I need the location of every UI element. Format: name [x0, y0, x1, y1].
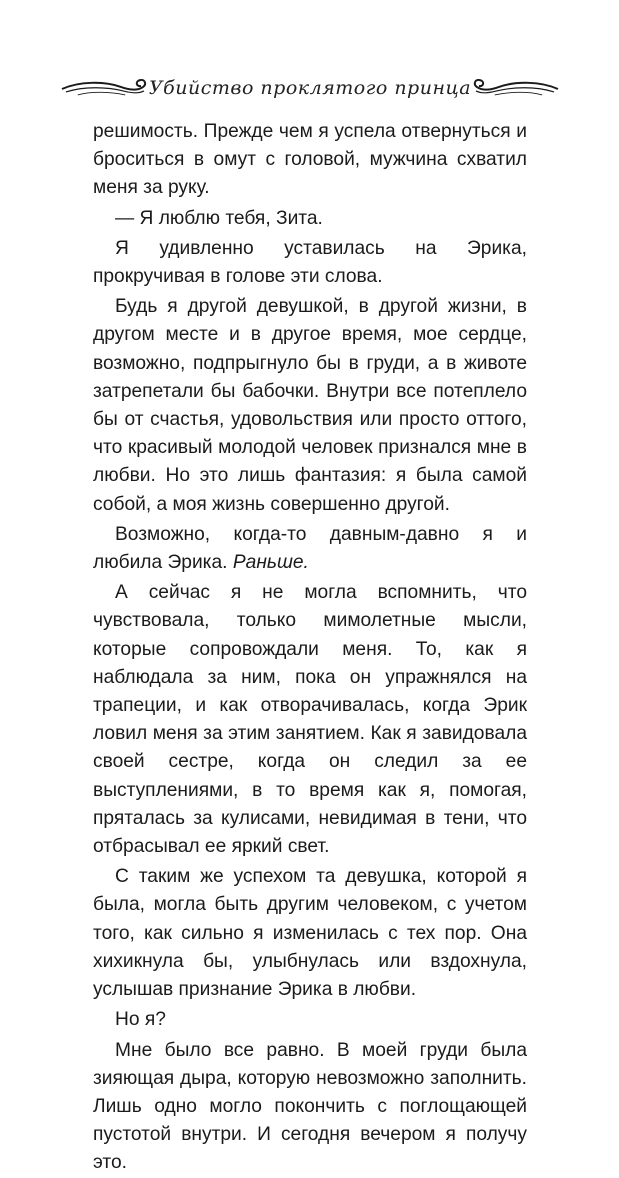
paragraph: А сейчас я не могла вспомнить, что чувствовала, только мимолетные мысли, которые сопровождали меня. То, как я наблюдала за ним, пока он упражнялся на трапеции, и как отворачивалась, когда Эрик ловил меня за этим занятием. Как я завидовала своей сестре, когда он следил за ее выступлениями, в то время как я, помогая, пряталась за кулисами, невидимая в тени, что отбрасывал ее яркий свет.: [93, 582, 527, 858]
paragraph: Но я?: [115, 1009, 166, 1031]
paragraph: [93, 521, 527, 577]
paragraph: Мне было все равно. В моей груди была зияющая дыра, которую невозможно заполнить. Лишь одно могло покончить с поглощающей пустотой внутри. И сегодня вечером я получу это.: [93, 1039, 527, 1174]
paragraph: С таким же успехом та девушка, которой я была, могла быть другим человеком, с учетом того, как сильно я изменилась с тех пор. Она хихикнула бы, улыбнулась или вздохнула, услышав признание Эрика в любви.: [93, 866, 527, 1001]
running-title: Убийство проклятого принца: [148, 77, 472, 99]
paragraph-text: Возможно, когда-то давным-давно я и любила Эрика.: [93, 523, 527, 574]
italic-emphasis: Раньше.: [232, 552, 309, 574]
paragraph-dialogue: — Я люблю тебя, Зита.: [115, 207, 323, 229]
paragraph-continuation: решимость. Прежде чем я успела отвернуться и броситься в омут с головой, мужчина схватил меня за руку.: [93, 121, 527, 199]
page-body-text: [93, 118, 527, 1178]
flourish-ornament-left-icon: [60, 73, 149, 103]
paragraph: Будь я другой девушкой, в другой жизни, в другом месте и в другое время, мое сердце, возможно, подпрыгнуло бы в груди, а в животе затрепетали бы бабочки. Внутри все потеплело бы от счастья, удовольствия или просто оттого, что красивый молодой человек признался мне в любви. Но это лишь фантазия: я была самой собой, а моя жизнь совершенно другой.: [93, 296, 527, 515]
running-header: [60, 68, 560, 108]
paragraph: Я удивленно уставилась на Эрика, прокручивая в голове эти слова.: [93, 237, 527, 288]
flourish-ornament-right-icon: [471, 73, 560, 103]
